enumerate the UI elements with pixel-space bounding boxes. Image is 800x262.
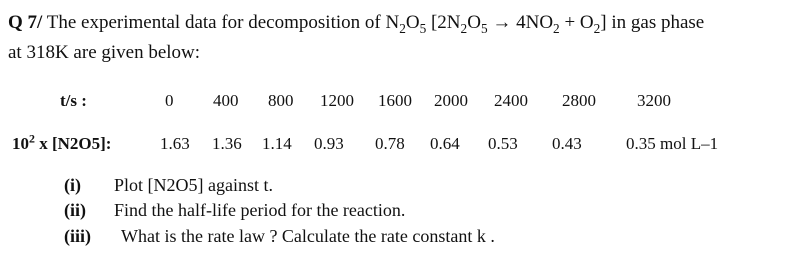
- question-intro: The experimental data for decomposition of: [46, 12, 381, 33]
- time-value: 400: [213, 91, 239, 110]
- concentration-value: 0.43: [552, 134, 582, 153]
- part-text: Plot [N2O5] against t.: [114, 175, 273, 195]
- part-number: (i): [64, 175, 81, 195]
- question-line-1: [8, 12, 704, 34]
- arrow-icon: →: [492, 12, 512, 33]
- concentration-value: 1.14: [262, 134, 292, 153]
- time-value: 1200: [320, 91, 354, 110]
- time-label: t/s :: [60, 91, 87, 110]
- reaction-equation: $[2N_2O_5 \to 4NO_2 + O_2]$: [430, 12, 607, 36]
- concentration-label: $10^2$ x [N2O5]:: [12, 131, 112, 153]
- time-value: 2800: [562, 91, 596, 110]
- part-text: What is the rate law ? Calculate the rate constant k .: [121, 226, 495, 246]
- time-value: 1600: [378, 91, 412, 110]
- concentration-value: 1.36: [212, 134, 242, 153]
- concentration-value: 0.93: [314, 134, 344, 153]
- concentration-value: 0.78: [375, 134, 405, 153]
- concentration-value: 0.53: [488, 134, 518, 153]
- question-label: Q 7/: [8, 12, 43, 33]
- concentration-value: 0.35 mol L–1: [626, 134, 719, 153]
- part-number: (iii): [64, 226, 91, 246]
- concentration-value: 1.63: [160, 134, 190, 153]
- question-tail: in gas phase: [611, 12, 705, 33]
- part-number: (ii): [64, 200, 86, 220]
- time-value: 3200: [637, 91, 671, 110]
- question-line-2: at 318K are given below:: [8, 42, 201, 63]
- time-value: 2000: [434, 91, 468, 110]
- part-text: Find the half-life period for the reaction.: [114, 200, 406, 220]
- time-value: 2400: [494, 91, 528, 110]
- reactant-formula: $N_2O_5$: [385, 12, 427, 36]
- concentration-value: 0.64: [430, 134, 460, 153]
- time-value: 0: [165, 91, 174, 110]
- time-value: 800: [268, 91, 294, 110]
